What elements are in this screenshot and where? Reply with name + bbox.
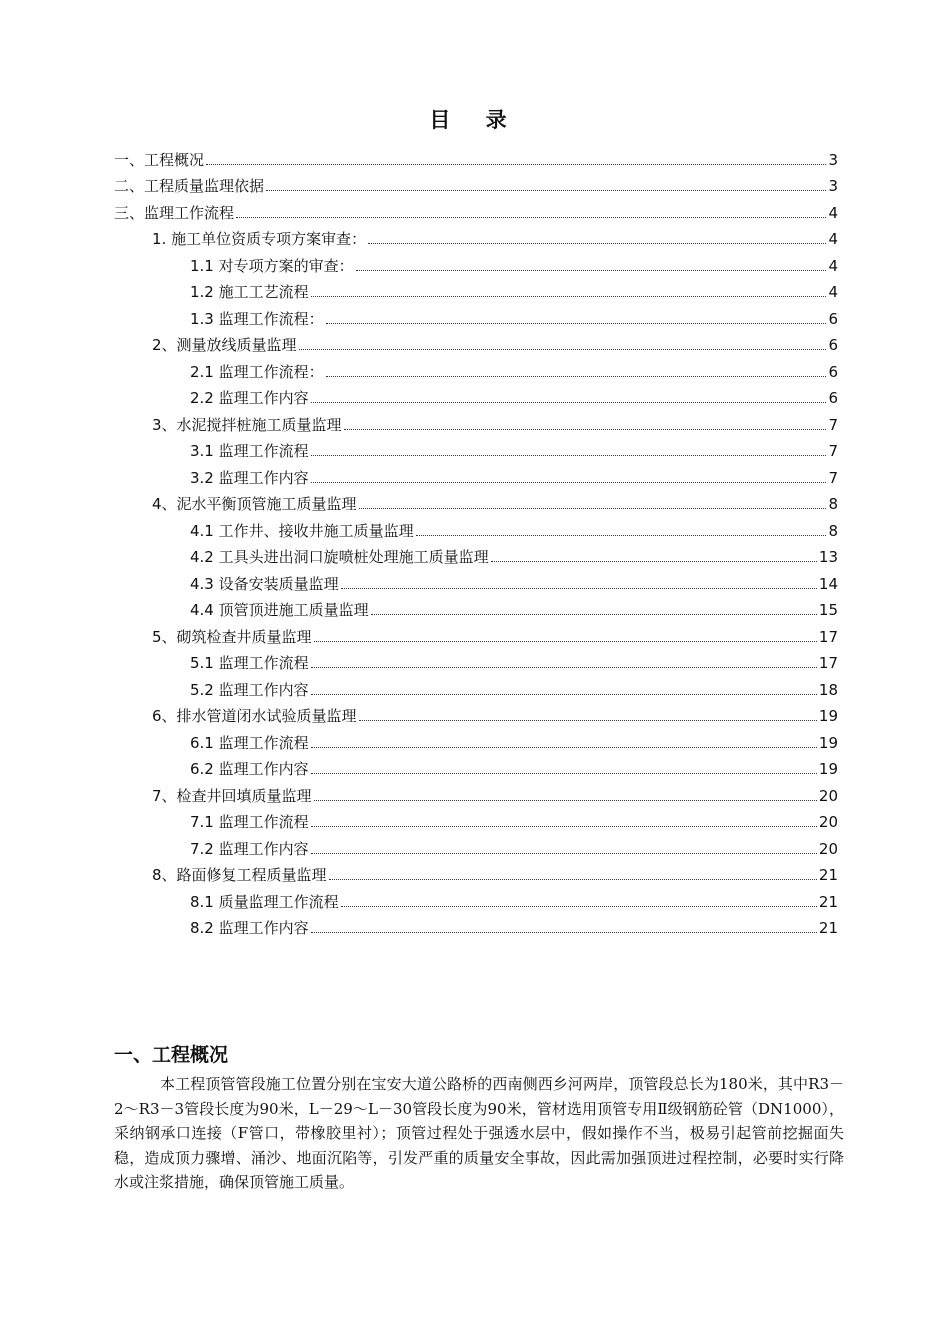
toc-entry-label: 1.3 监理工作流程： xyxy=(190,309,324,328)
toc-dot-leader xyxy=(314,640,817,642)
toc-dot-leader xyxy=(359,507,827,509)
toc-entry[interactable] xyxy=(114,487,838,514)
toc-entry[interactable] xyxy=(114,646,838,673)
toc-entry[interactable] xyxy=(114,699,838,726)
toc-entry-label: 4.2 工具头进出洞口旋喷桩处理施工质量监理 xyxy=(190,548,489,566)
toc-dot-leader xyxy=(356,269,827,271)
toc-dot-leader xyxy=(311,852,817,854)
toc-entry-label: 3.1 监理工作流程 xyxy=(190,442,309,460)
toc-entry[interactable] xyxy=(114,884,838,911)
toc-entry-page: 4 xyxy=(828,283,838,301)
toc-entry-page: 6 xyxy=(828,336,838,354)
toc-entry-label: 2、测量放线质量监理 xyxy=(152,336,297,354)
toc-entry-label: 8.1 质量监理工作流程 xyxy=(190,892,339,911)
toc-dot-leader xyxy=(371,613,817,615)
toc-dot-leader xyxy=(311,401,827,403)
toc-entry-label: 3、水泥搅拌桩施工质量监理 xyxy=(152,415,342,434)
toc-entry[interactable] xyxy=(114,195,838,222)
toc-dot-leader xyxy=(416,534,827,536)
toc-dot-leader xyxy=(341,587,817,589)
toc-entry[interactable] xyxy=(114,540,838,567)
toc-dot-leader xyxy=(311,772,817,774)
toc-entry-page: 20 xyxy=(818,839,838,858)
toc-dot-leader xyxy=(326,322,827,324)
toc-entry-label: 7.1 监理工作流程 xyxy=(190,813,309,831)
toc-dot-leader xyxy=(341,905,817,907)
toc-entry-page: 19 xyxy=(818,760,838,778)
toc-title: 目 录 xyxy=(429,108,521,132)
toc-entry-page: 7 xyxy=(828,468,838,487)
toc-entry[interactable] xyxy=(114,275,838,302)
toc-entry-label: 8.2 监理工作内容 xyxy=(190,919,309,937)
toc-entry-label: 一、工程概况 xyxy=(114,150,205,169)
toc-entry[interactable] xyxy=(114,725,838,752)
toc-entry-label: 5.1 监理工作流程 xyxy=(190,654,309,672)
toc-entry[interactable] xyxy=(114,672,838,699)
toc-entry[interactable] xyxy=(114,593,838,620)
toc-dot-leader xyxy=(326,375,827,377)
toc-dot-leader xyxy=(311,931,817,933)
toc-entry[interactable] xyxy=(114,301,838,328)
toc-entry[interactable] xyxy=(114,911,838,938)
toc-entry-page: 13 xyxy=(818,548,838,566)
toc-entry-page: 19 xyxy=(818,707,838,725)
toc-entry-label: 8、路面修复工程质量监理 xyxy=(152,866,327,884)
toc-entry-page: 3 xyxy=(828,177,838,195)
toc-entry-page: 17 xyxy=(818,654,838,672)
toc-entry[interactable] xyxy=(114,328,838,355)
toc-entry-page: 7 xyxy=(828,415,838,434)
toc-entry[interactable] xyxy=(114,858,838,885)
toc-entry[interactable] xyxy=(114,248,838,275)
toc-entry-page: 21 xyxy=(818,866,838,884)
toc-entry-label: 6.2 监理工作内容 xyxy=(190,760,309,778)
toc-entry[interactable] xyxy=(114,354,838,381)
toc-entry-page: 8 xyxy=(828,521,838,540)
toc-entry-label: 7.2 监理工作内容 xyxy=(190,839,309,858)
toc-entry-page: 14 xyxy=(818,574,838,593)
toc-entry-page: 6 xyxy=(828,309,838,328)
toc-entry-label: 2.2 监理工作内容 xyxy=(190,389,309,407)
toc-entry-page: 21 xyxy=(818,919,838,937)
toc-dot-leader xyxy=(314,799,817,801)
toc-entry-page: 21 xyxy=(818,892,838,911)
toc-dot-leader xyxy=(311,295,827,297)
toc-entry[interactable] xyxy=(114,407,838,434)
toc-dot-leader xyxy=(311,825,817,827)
toc-entry-page: 19 xyxy=(818,733,838,752)
toc-entry-page: 17 xyxy=(818,627,838,646)
toc-dot-leader xyxy=(344,428,827,430)
toc-dot-leader xyxy=(491,560,817,562)
section-body: 本工程顶管管段施工位置分别在宝安大道公路桥的西南侧西乡河两岸，顶管段总长为180米，其中R3－2～R3－3管段长度为90米，L－29～L－30管段长度为90米，管材选用顶管专用Ⅱ级钢筋砼管（DN1000），采纳钢承口连接（F管口，带橡胶里衬）；顶管过程处于强透水层中，假如操作不当，极易引起管前挖掘面失稳，造成顶力骤增、涌沙、地面沉陷等，引发严重的质量安全事故，因此需加强顶进过程控制，必要时实行降水或注浆措施，确保顶管施工质量。 xyxy=(114,1075,844,1191)
toc-entry-page: 20 xyxy=(818,786,838,805)
toc-entry-label: 5、砌筑检查井质量监理 xyxy=(152,627,312,646)
toc-entry-label: 1. 施工单位资质专项方案审查： xyxy=(152,230,367,248)
toc-entry-label: 3.2 监理工作内容 xyxy=(190,468,309,487)
toc-dot-leader xyxy=(311,481,827,483)
toc-entry[interactable] xyxy=(114,619,838,646)
toc-entry[interactable] xyxy=(114,142,838,169)
toc-entry-label: 6、排水管道闭水试验质量监理 xyxy=(152,707,357,725)
toc-dot-leader xyxy=(368,242,826,244)
toc-entry-label: 6.1 监理工作流程 xyxy=(190,733,309,752)
toc-dot-leader xyxy=(311,666,817,668)
toc-dot-leader xyxy=(311,746,817,748)
toc-entry-page: 3 xyxy=(828,150,838,169)
toc-entry-page: 6 xyxy=(828,362,838,381)
toc-entry[interactable] xyxy=(114,778,838,805)
toc-entry[interactable] xyxy=(114,222,838,249)
toc-entry-label: 4.4 顶管顶进施工质量监理 xyxy=(190,601,369,619)
toc-entry-label: 5.2 监理工作内容 xyxy=(190,680,309,699)
toc-entry-label: 2.1 监理工作流程： xyxy=(190,362,324,381)
toc-entry-label: 1.1 对专项方案的审查： xyxy=(190,256,354,275)
toc-entry-label: 4.3 设备安装质量监理 xyxy=(190,574,339,593)
toc-dot-leader xyxy=(311,454,827,456)
table-of-contents xyxy=(114,142,838,937)
toc-entry-page: 4 xyxy=(828,203,838,222)
toc-dot-leader xyxy=(299,348,827,350)
toc-entry-page: 7 xyxy=(828,442,838,460)
toc-entry-label: 4、泥水平衡顶管施工质量监理 xyxy=(152,495,357,513)
toc-entry-page: 20 xyxy=(818,813,838,831)
toc-entry-page: 4 xyxy=(828,230,838,248)
toc-entry[interactable] xyxy=(114,566,838,593)
toc-entry-label: 三、监理工作流程 xyxy=(114,203,235,222)
toc-entry-label: 二、工程质量监理依据 xyxy=(114,177,265,195)
toc-entry-page: 6 xyxy=(828,389,838,407)
toc-entry[interactable] xyxy=(114,169,838,196)
toc-entry-label: 7、检查井回填质量监理 xyxy=(152,786,312,805)
toc-dot-leader xyxy=(311,693,817,695)
toc-entry-page: 4 xyxy=(828,256,838,275)
toc-dot-leader xyxy=(236,216,826,218)
toc-dot-leader xyxy=(359,719,817,721)
toc-entry[interactable] xyxy=(114,752,838,779)
toc-entry[interactable] xyxy=(114,460,838,487)
toc-entry-page: 18 xyxy=(818,680,838,699)
toc-dot-leader xyxy=(266,189,826,191)
toc-entry-page: 15 xyxy=(818,601,838,619)
toc-entry[interactable] xyxy=(114,434,838,461)
toc-entry[interactable] xyxy=(114,805,838,832)
toc-entry[interactable] xyxy=(114,513,838,540)
toc-dot-leader xyxy=(329,878,817,880)
toc-entry[interactable] xyxy=(114,381,838,408)
toc-entry-label: 1.2 施工工艺流程 xyxy=(190,283,309,301)
section-heading: 一、工程概况 xyxy=(114,1044,229,1066)
toc-dot-leader xyxy=(206,163,826,165)
toc-entry[interactable] xyxy=(114,831,838,858)
toc-entry-page: 8 xyxy=(828,495,838,513)
toc-entry-label: 4.1 工作井、接收井施工质量监理 xyxy=(190,521,414,540)
